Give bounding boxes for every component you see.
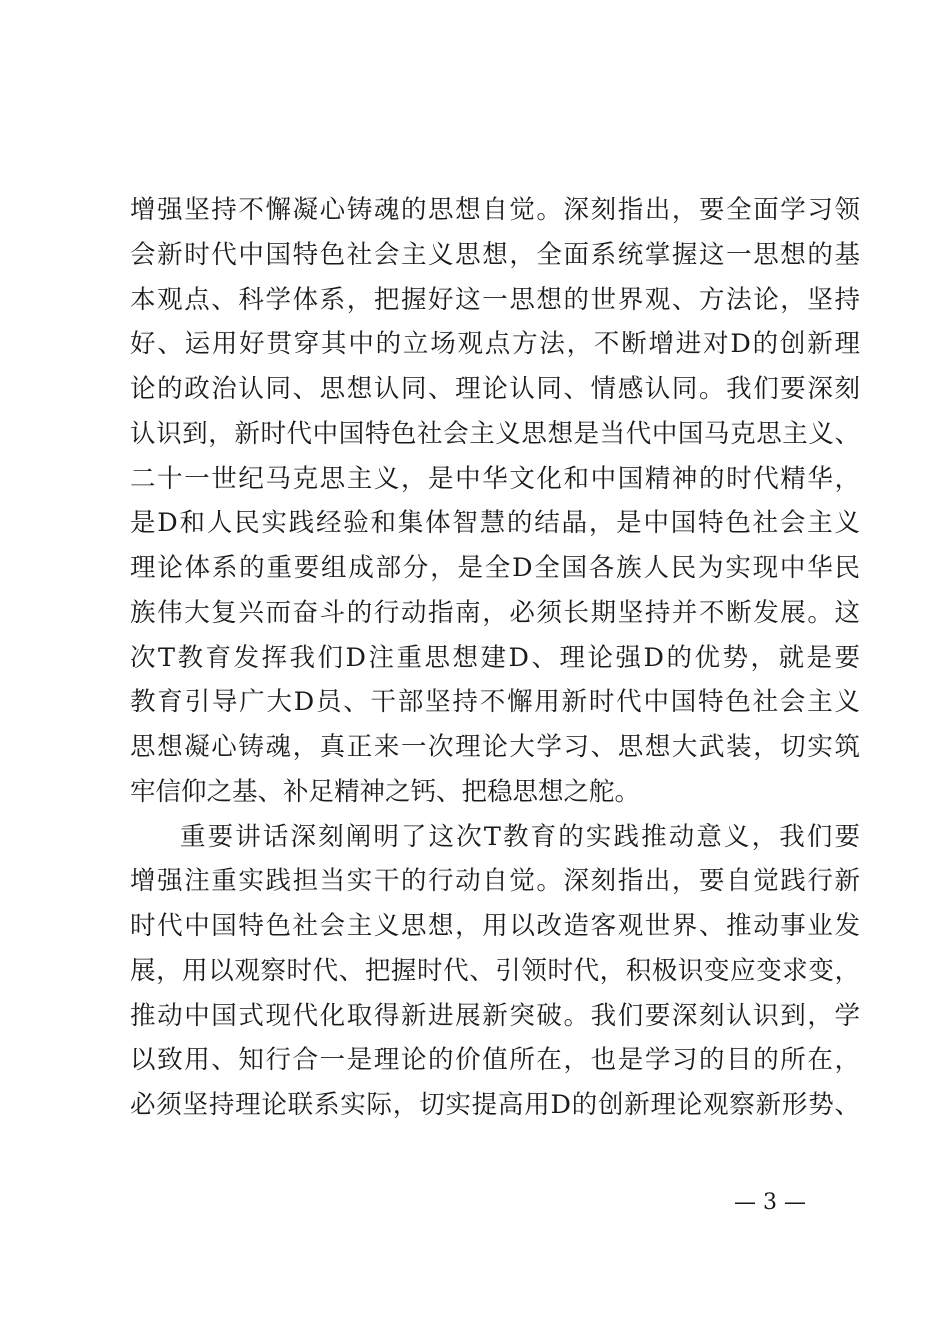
text-line: 推动中国式现代化取得新进展新突破。我们要深刻认识到，学 — [130, 1001, 860, 1031]
text-line: 教育引导广大D员、干部坚持不懈用新时代中国特色社会主义 — [130, 687, 860, 717]
text-line: 会新时代中国特色社会主义思想，全面系统掌握这一思想的基 — [130, 240, 860, 270]
text-line: 以致用、知行合一是理论的价值所在，也是学习的目的所在， — [130, 1045, 860, 1075]
text-line: 理论体系的重要组成部分，是全D全国各族人民为实现中华民 — [130, 553, 860, 583]
text-line: 好、运用好贯穿其中的立场观点方法，不断增进对D的创新理 — [130, 329, 860, 359]
page-number: — 3 — — [734, 1190, 806, 1215]
text-line: 二十一世纪马克思主义，是中华文化和中国精神的时代精华， — [130, 464, 860, 494]
text-line: 牢信仰之基、补足精神之钙、把稳思想之舵。 — [130, 777, 641, 807]
text-line: 是D和人民实践经验和集体智慧的结晶，是中国特色社会主义 — [130, 508, 860, 538]
text-line: 时代中国特色社会主义思想，用以改造客观世界、推动事业发 — [130, 911, 860, 941]
text-line: 必须坚持理论联系实际，切实提高用D的创新理论观察新形势、 — [130, 1090, 860, 1120]
text-line: 展，用以观察时代、把握时代、引领时代，积极识变应变求变， — [130, 956, 860, 986]
text-line: 次T教育发挥我们D注重思想建D、理论强D的优势，就是要 — [130, 643, 860, 673]
text-line: 认识到，新时代中国特色社会主义思想是当代中国马克思主义、 — [130, 419, 860, 449]
text-line: 族伟大复兴而奋斗的行动指南，必须长期坚持并不断发展。这 — [130, 598, 860, 628]
text-line: 本观点、科学体系，把握好这一思想的世界观、方法论，坚持 — [130, 285, 860, 315]
text-line: 增强注重实践担当实干的行动自觉。深刻指出，要自觉践行新 — [130, 866, 860, 896]
text-line: 思想凝心铸魂，真正来一次理论大学习、思想大武装，切实筑 — [130, 732, 860, 762]
text-line: 论的政治认同、思想认同、理论认同、情感认同。我们要深刻 — [130, 374, 860, 404]
text-line: 重要讲话深刻阐明了这次T教育的实践推动意义，我们要 — [180, 822, 860, 852]
text-line: 增强坚持不懈凝心铸魂的思想自觉。深刻指出，要全面学习领 — [130, 195, 860, 225]
